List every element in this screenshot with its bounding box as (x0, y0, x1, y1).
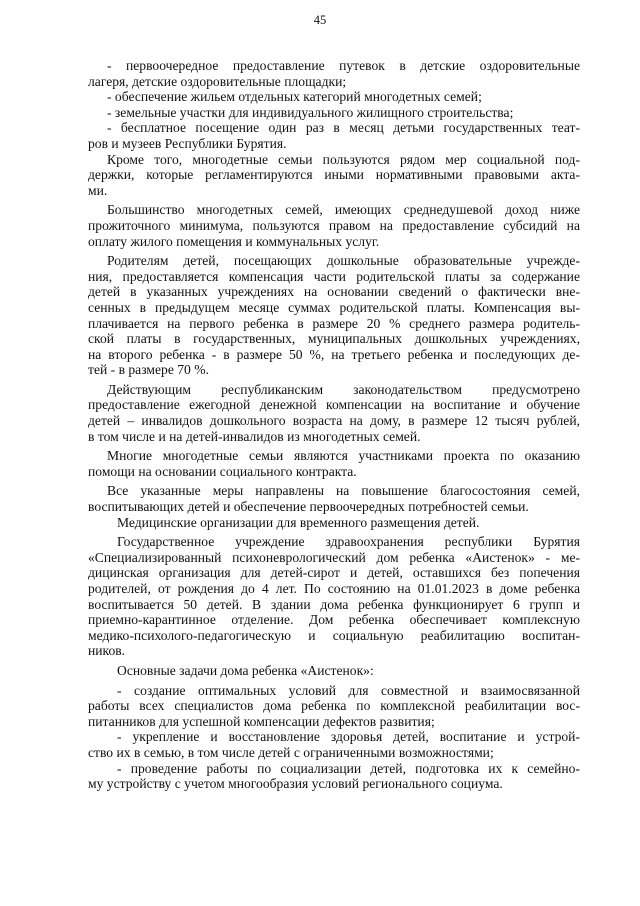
paragraph (88, 448, 580, 479)
text-line: Родителям детей, посещающих дошкольные образовательные учрежде- (107, 253, 580, 269)
text-line: работы всех специалистов дома ребенка по комплексной реабилитации вос- (88, 698, 580, 714)
text-line: - земельные участки для индивидуального жилищного строительства; (107, 104, 514, 120)
text-line: ми. (88, 182, 108, 198)
paragraph (88, 89, 580, 105)
text-line: ской платы в государственных, муниципальных дошкольных учреждениях, (88, 331, 580, 347)
text-line: воспитывающих детей и обеспечение первоочередных потребностей семьи. (88, 499, 529, 515)
text-line: Все указанные меры направлены на повышение благосостояния семей, (107, 483, 580, 499)
page-number: 45 (313, 13, 327, 27)
paragraph (88, 382, 580, 444)
paragraph (88, 58, 580, 89)
text-line: Большинство многодетных семей, имеющих среднедушевой доход ниже (107, 202, 580, 218)
text-line: оплату жилого помещения и коммунальных услуг. (88, 233, 380, 249)
text-line: плачивается на первого ребенка в размере 20 % среднего размера родитель- (88, 315, 580, 331)
paragraph (88, 761, 580, 792)
text-line: Государственное учреждение здравоохранения республики Бурятия (117, 534, 580, 550)
text-line: ров и музеев Республики Бурятия. (88, 135, 287, 151)
text-line: Основные задачи дома ребенка «Аистенок»: (117, 662, 374, 678)
paragraph (88, 253, 580, 378)
text-line: - укрепление и восстановление здоровья детей, воспитание и устрой- (117, 729, 580, 745)
text-line: - создание оптимальных условий для совместной и взаимосвязанной (117, 682, 580, 698)
paragraph (88, 152, 580, 199)
text-line: сенных в предыдущем месяце суммах родительской платы. Компенсация вы- (88, 299, 580, 315)
text-line: ство их в семью, в том числе детей с ограниченными возможностями; (88, 744, 494, 760)
text-line: помощи на основании социального контракта. (88, 463, 357, 479)
text-line: детей в указанных учреждениях на основании сведений о фактически вне- (88, 284, 580, 300)
text-line: предоставление ежегодной денежной компенсации на воспитание и обучение (88, 397, 580, 413)
text-line: Кроме того, многодетные семьи пользуются рядом мер социальной под- (107, 151, 580, 167)
text-line: дицинская организация для детей-сирот и детей, оставшихся без попечения (88, 565, 580, 581)
text-line: Действующим республиканским законодательством предусмотрено (107, 381, 580, 397)
text-line: приемно-карантинное отделение. Дом ребенка обеспечивает комплексную (88, 612, 580, 628)
text-line: родителей, от рождения до 4 лет. По состоянию на 01.01.2023 в доме ребенка (88, 581, 580, 596)
text-line: на второго ребенка - в размере 50 %, на третьего ребенка и последующих де- (88, 346, 580, 362)
text-line: - бесплатное посещение один раз в месяц детьми государственных теат- (107, 120, 580, 136)
text-line: ния, предоставляется компенсация части родительской платы за содержание (88, 268, 580, 284)
text-line: - первоочередное предоставление путевок в детские оздоровительные (107, 58, 580, 73)
text-line: воспитывается 50 детей. В здании дома ребенка функционирует 6 групп и (88, 596, 580, 612)
paragraph (88, 534, 580, 659)
paragraph (88, 202, 580, 249)
text-line: питанников для успешной компенсации дефектов развития; (88, 713, 435, 729)
text-line: тей - в размере 70 %. (88, 362, 209, 378)
paragraph (88, 663, 580, 679)
text-line: - обеспечение жильем отдельных категорий многодетных семей; (107, 89, 482, 105)
section-heading (88, 515, 580, 531)
paragraph (88, 120, 580, 151)
text-line: му устройству с учетом многообразия условий регионального социума. (88, 776, 503, 792)
text-line: ников. (88, 643, 126, 659)
text-line: держки, которые регламентируются иными нормативными правовыми акта- (88, 167, 580, 183)
text-line: детей – инвалидов дошкольного возраста на дому, в размере 12 тысяч рублей, (88, 413, 580, 429)
text-line: в том числе и на детей-инвалидов из многодетных семей. (88, 428, 421, 444)
text-line: прожиточного минимума, пользуются правом на предоставление субсидий на (88, 217, 580, 233)
text-line: лагеря, детские оздоровительные площадки; (88, 73, 347, 89)
paragraph (88, 729, 580, 760)
body-text (88, 58, 580, 792)
paragraph (88, 105, 580, 121)
paragraph (88, 483, 580, 514)
text-line: «Специализированный психоневрологический дом ребенка «Аистенок» - ме- (88, 549, 580, 565)
text-line: Многие многодетные семьи являются участниками проекта по оказанию (107, 448, 580, 464)
text-line: Медицинские организации для временного размещения детей. (117, 514, 480, 530)
paragraph (88, 683, 580, 730)
text-line: медико-психолого-педагогическую и социальную реабилитацию воспитан- (88, 627, 580, 643)
text-line: - проведение работы по социализации детей, подготовка их к семейно- (117, 760, 580, 776)
